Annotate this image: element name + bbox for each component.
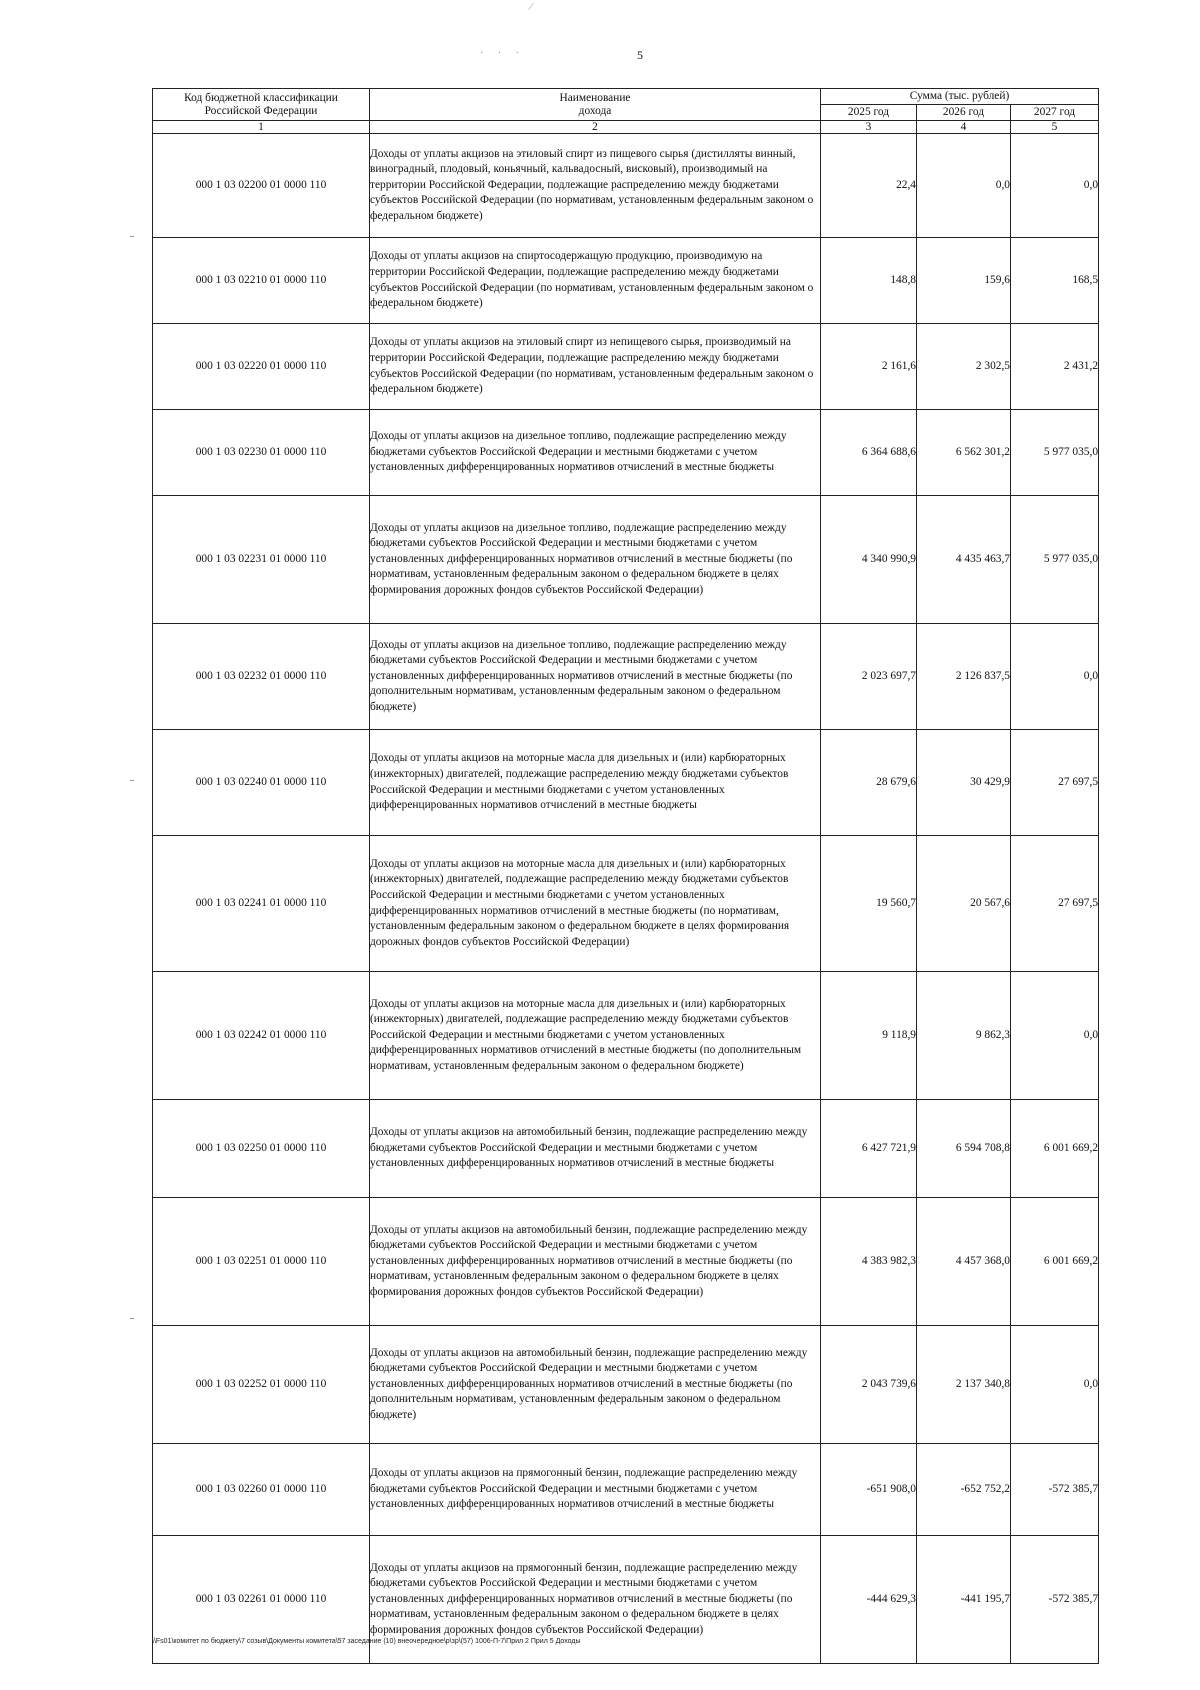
value-2025-cell: 6 364 688,6 <box>821 410 917 496</box>
name-cell: Доходы от уплаты акцизов на спиртосодержащую продукцию, производимую на территории Российской Федерации, подлежащие распределению между бюджетами субъектов Российской Федерации (по нормативам, установленным федеральным законом о федеральном бюджете) <box>370 238 821 324</box>
scan-tick <box>130 1318 134 1319</box>
value-2027-cell: -572 385,7 <box>1011 1536 1099 1664</box>
value-2026-cell: 2 126 837,5 <box>917 624 1011 730</box>
value-2027-cell: 168,5 <box>1011 238 1099 324</box>
value-2026-cell: 4 457 368,0 <box>917 1198 1011 1326</box>
name-cell: Доходы от уплаты акцизов на моторные масла для дизельных и (или) карбюраторных (инжекторных) двигателей, подлежащие распределению между бюджетами субъектов Российской Федерации и местными бюджетами с учетом установленных дифференцированных нормативов отчислений в местные бюджеты (по нормативам, установленным федеральным законом о федеральном бюджете в целях формирования дорожных фондов субъектов Российской Федерации) <box>370 836 821 972</box>
value-2025-cell: 4 340 990,9 <box>821 496 917 624</box>
value-2026-cell: -652 752,2 <box>917 1444 1011 1536</box>
code-cell: 000 1 03 02252 01 0000 110 <box>153 1326 370 1444</box>
table-row <box>153 1198 1099 1326</box>
header-year-2026: 2026 год <box>917 105 1011 121</box>
income-table-body <box>153 134 1099 1664</box>
code-cell: 000 1 03 02242 01 0000 110 <box>153 972 370 1100</box>
value-2026-cell: 2 302,5 <box>917 324 1011 410</box>
value-2027-cell: 27 697,5 <box>1011 836 1099 972</box>
value-2025-cell: 2 043 739,6 <box>821 1326 917 1444</box>
code-cell: 000 1 03 02260 01 0000 110 <box>153 1444 370 1536</box>
name-cell: Доходы от уплаты акцизов на этиловый спирт из пищевого сырья (дистилляты винный, виноградный, плодовый, коньячный, кальвадосный, висковый), производимый на территории Российской Федерации, подлежащие распределению между бюджетами субъектов Российской Федерации (по нормативам, установленным федеральным законом о федеральном бюджете) <box>370 134 821 238</box>
code-cell: 000 1 03 02220 01 0000 110 <box>153 324 370 410</box>
value-2026-cell: 20 567,6 <box>917 836 1011 972</box>
table-row <box>153 624 1099 730</box>
value-2026-cell: 9 862,3 <box>917 972 1011 1100</box>
name-cell: Доходы от уплаты акцизов на дизельное топливо, подлежащие распределению между бюджетами субъектов Российской Федерации и местными бюджетами с учетом установленных дифференцированных нормативов отчислений в местные бюджеты (по дополнительным нормативам, установленным федеральным законом о федеральном бюджете) <box>370 624 821 730</box>
value-2026-cell: 30 429,9 <box>917 730 1011 836</box>
header-index: 4 <box>917 121 1011 134</box>
name-cell: Доходы от уплаты акцизов на этиловый спирт из непищевого сырья, производимый на территории Российской Федерации, подлежащие распределению между бюджетами субъектов Российской Федерации (по нормативам, установленным федеральным законом о федеральном бюджете) <box>370 324 821 410</box>
table-row <box>153 238 1099 324</box>
header-sum: Сумма (тыс. рублей) <box>821 89 1099 105</box>
name-cell: Доходы от уплаты акцизов на дизельное топливо, подлежащие распределению между бюджетами субъектов Российской Федерации и местными бюджетами с учетом установленных дифференцированных нормативов отчислений в местные бюджеты (по нормативам, установленным федеральным законом о федеральном бюджете в целях формирования дорожных фондов субъектов Российской Федерации) <box>370 496 821 624</box>
name-cell: Доходы от уплаты акцизов на моторные масла для дизельных и (или) карбюраторных (инжекторных) двигателей, подлежащие распределению между бюджетами субъектов Российской Федерации и местными бюджетами с учетом установленных дифференцированных нормативов отчислений в местные бюджеты <box>370 730 821 836</box>
value-2026-cell: -441 195,7 <box>917 1536 1011 1664</box>
value-2025-cell: 6 427 721,9 <box>821 1100 917 1198</box>
value-2027-cell: 6 001 669,2 <box>1011 1198 1099 1326</box>
table-row <box>153 1100 1099 1198</box>
value-2025-cell: -444 629,3 <box>821 1536 917 1664</box>
value-2026-cell: 6 562 301,2 <box>917 410 1011 496</box>
name-cell: Доходы от уплаты акцизов на прямогонный бензин, подлежащие распределению между бюджетами субъектов Российской Федерации и местными бюджетами с учетом установленных дифференцированных нормативов отчислений в местные бюджеты (по нормативам, установленным федеральным законом о федеральном бюджете в целях формирования дорожных фондов субъектов Российской Федерации) <box>370 1536 821 1664</box>
value-2025-cell: -651 908,0 <box>821 1444 917 1536</box>
scan-mark: · · · <box>480 48 525 59</box>
code-cell: 000 1 03 02240 01 0000 110 <box>153 730 370 836</box>
code-cell: 000 1 03 02261 01 0000 110 <box>153 1536 370 1664</box>
value-2026-cell: 2 137 340,8 <box>917 1326 1011 1444</box>
code-cell: 000 1 03 02200 01 0000 110 <box>153 134 370 238</box>
table-row <box>153 972 1099 1100</box>
name-cell: Доходы от уплаты акцизов на моторные масла для дизельных и (или) карбюраторных (инжекторных) двигателей, подлежащие распределению между бюджетами субъектов Российской Федерации и местными бюджетами с учетом установленных дифференцированных нормативов отчислений в местные бюджеты (по дополнительным нормативам, установленным федеральным законом о федеральном бюджете) <box>370 972 821 1100</box>
value-2025-cell: 2 161,6 <box>821 324 917 410</box>
value-2027-cell: 2 431,2 <box>1011 324 1099 410</box>
value-2025-cell: 28 679,6 <box>821 730 917 836</box>
income-table <box>152 88 1099 1664</box>
code-cell: 000 1 03 02250 01 0000 110 <box>153 1100 370 1198</box>
header-index: 5 <box>1011 121 1099 134</box>
value-2025-cell: 19 560,7 <box>821 836 917 972</box>
value-2026-cell: 6 594 708,8 <box>917 1100 1011 1198</box>
file-path-footer: \\Fs01\комитет по бюджету\7 созыв\Документы комитета\57 заседание (10) внеочередное\р\зр\(57) 1006-П-7\Прил 2 Прил 5 Доходы <box>152 1638 581 1645</box>
table-row <box>153 496 1099 624</box>
table-row <box>153 134 1099 238</box>
table-row <box>153 730 1099 836</box>
header-index: 2 <box>370 121 821 134</box>
header-code: Код бюджетной классификации Российской Федерации <box>153 89 370 121</box>
page-number: 5 <box>637 48 643 62</box>
value-2027-cell: 6 001 669,2 <box>1011 1100 1099 1198</box>
value-2025-cell: 148,8 <box>821 238 917 324</box>
header-index: 1 <box>153 121 370 134</box>
value-2025-cell: 22,4 <box>821 134 917 238</box>
code-cell: 000 1 03 02241 01 0000 110 <box>153 836 370 972</box>
header-name-line1: Наименование <box>559 91 631 104</box>
table-row <box>153 1444 1099 1536</box>
code-cell: 000 1 03 02232 01 0000 110 <box>153 624 370 730</box>
value-2026-cell: 159,6 <box>917 238 1011 324</box>
code-cell: 000 1 03 02231 01 0000 110 <box>153 496 370 624</box>
code-cell: 000 1 03 02210 01 0000 110 <box>153 238 370 324</box>
name-cell: Доходы от уплаты акцизов на дизельное топливо, подлежащие распределению между бюджетами субъектов Российской Федерации и местными бюджетами с учетом установленных дифференцированных нормативов отчислений в местные бюджеты <box>370 410 821 496</box>
value-2025-cell: 9 118,9 <box>821 972 917 1100</box>
header-name-line2: дохода <box>578 104 612 117</box>
name-cell: Доходы от уплаты акцизов на автомобильный бензин, подлежащие распределению между бюджетами субъектов Российской Федерации и местными бюджетами с учетом установленных дифференцированных нормативов отчислений в местные бюджеты (по нормативам, установленным федеральным законом о федеральном бюджете в целях формирования дорожных фондов субъектов Российской Федерации) <box>370 1198 821 1326</box>
table-row <box>153 410 1099 496</box>
value-2025-cell: 2 023 697,7 <box>821 624 917 730</box>
value-2027-cell: 0,0 <box>1011 624 1099 730</box>
header-year-2027: 2027 год <box>1011 105 1099 121</box>
value-2027-cell: 0,0 <box>1011 1326 1099 1444</box>
value-2027-cell: 0,0 <box>1011 134 1099 238</box>
table-row <box>153 1326 1099 1444</box>
table-row <box>153 324 1099 410</box>
scan-mark: ⁄ <box>530 2 532 13</box>
name-cell: Доходы от уплаты акцизов на автомобильный бензин, подлежащие распределению между бюджетами субъектов Российской Федерации и местными бюджетами с учетом установленных дифференцированных нормативов отчислений в местные бюджеты (по дополнительным нормативам, установленным федеральным законом о федеральном бюджете) <box>370 1326 821 1444</box>
header-name <box>370 89 821 121</box>
income-table-container <box>152 88 1098 1664</box>
table-row <box>153 836 1099 972</box>
value-2027-cell: -572 385,7 <box>1011 1444 1099 1536</box>
value-2027-cell: 5 977 035,0 <box>1011 410 1099 496</box>
value-2025-cell: 4 383 982,3 <box>821 1198 917 1326</box>
scan-tick <box>130 236 134 237</box>
value-2027-cell: 5 977 035,0 <box>1011 496 1099 624</box>
value-2027-cell: 0,0 <box>1011 972 1099 1100</box>
name-cell: Доходы от уплаты акцизов на автомобильный бензин, подлежащие распределению между бюджетами субъектов Российской Федерации и местными бюджетами с учетом установленных дифференцированных нормативов отчислений в местные бюджеты <box>370 1100 821 1198</box>
name-cell: Доходы от уплаты акцизов на прямогонный бензин, подлежащие распределению между бюджетами субъектов Российской Федерации и местными бюджетами с учетом установленных дифференцированных нормативов отчислений в местные бюджеты <box>370 1444 821 1536</box>
value-2026-cell: 4 435 463,7 <box>917 496 1011 624</box>
header-index: 3 <box>821 121 917 134</box>
header-year-2025: 2025 год <box>821 105 917 121</box>
value-2027-cell: 27 697,5 <box>1011 730 1099 836</box>
value-2026-cell: 0,0 <box>917 134 1011 238</box>
code-cell: 000 1 03 02251 01 0000 110 <box>153 1198 370 1326</box>
scan-tick <box>130 780 134 781</box>
code-cell: 000 1 03 02230 01 0000 110 <box>153 410 370 496</box>
